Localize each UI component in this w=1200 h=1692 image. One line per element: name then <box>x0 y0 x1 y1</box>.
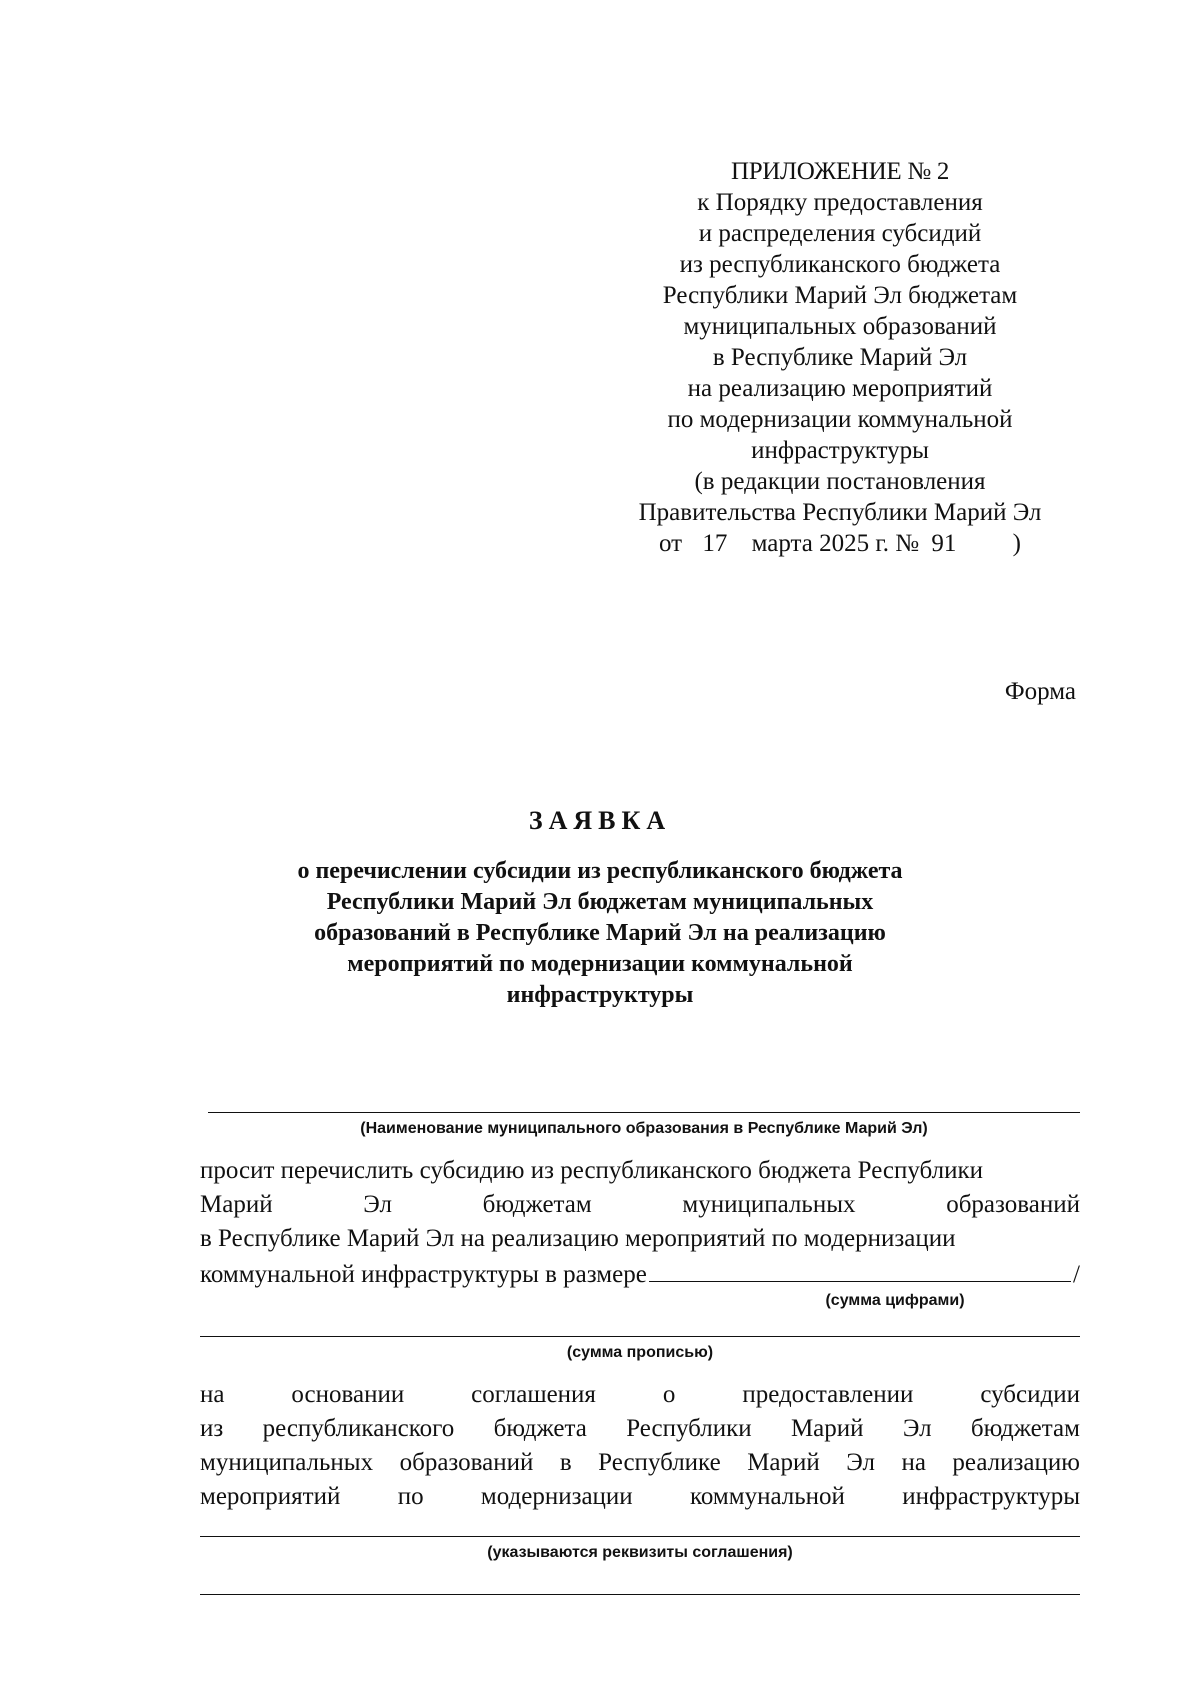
basis-line <box>200 1378 1080 1412</box>
word: на <box>901 1449 926 1476</box>
basis-line <box>200 1480 1080 1514</box>
agreement-details-field-2[interactable] <box>200 1594 1080 1595</box>
request-paragraph <box>200 1154 1080 1292</box>
word: Республики <box>626 1415 752 1442</box>
date-close-paren: ) <box>1012 530 1021 557</box>
sum-words-caption: (сумма прописью) <box>566 1344 714 1361</box>
word: о <box>662 1381 676 1408</box>
request-line: коммунальной инфраструктуры в размере <box>200 1261 647 1288</box>
agreement-details-field[interactable] <box>200 1536 1080 1537</box>
agreement-caption: (указываются реквизиты соглашения) <box>487 1544 793 1561</box>
word: соглашения <box>471 1381 596 1408</box>
appendix-line: инфраструктуры <box>751 437 929 464</box>
appendix-line: (в редакции постановления <box>694 468 986 495</box>
word: Республике <box>598 1449 721 1476</box>
word: бюджета <box>493 1415 587 1442</box>
word: образований <box>946 1191 1080 1218</box>
word: муниципальных <box>200 1449 374 1476</box>
word: предоставлении <box>742 1381 914 1408</box>
appendix-line: Республики Марий Эл бюджетам <box>662 282 1018 309</box>
appendix-line: по модернизации коммунальной <box>667 406 1013 433</box>
appendix-line: муниципальных образований <box>683 313 997 340</box>
word: Эл <box>846 1449 875 1476</box>
request-amount-line <box>200 1256 1080 1292</box>
municipality-caption: (Наименование муниципального образования в Республике Марий Эл) <box>360 1120 928 1137</box>
word: по <box>397 1483 424 1510</box>
date-month-year: марта 2025 г. № <box>751 530 920 557</box>
word: реализацию <box>952 1449 1080 1476</box>
appendix-line: Правительства Республики Марий Эл <box>638 499 1042 526</box>
basis-line <box>200 1412 1080 1446</box>
subtitle-line: инфраструктуры <box>506 982 694 1008</box>
word: образований <box>399 1449 534 1476</box>
municipality-name-field[interactable] <box>208 1112 1080 1113</box>
word: бюджетам <box>970 1415 1080 1442</box>
word: Марий <box>790 1415 864 1442</box>
appendix-heading: ПРИЛОЖЕНИЕ № 2 <box>730 158 950 185</box>
word: из <box>200 1415 224 1442</box>
sum-words-field[interactable] <box>200 1336 1080 1337</box>
document-title: ЗАЯВКА <box>528 806 672 835</box>
word: мероприятий <box>200 1483 341 1510</box>
appendix-line: и распределения субсидий <box>698 220 982 247</box>
word: Марий <box>200 1191 273 1218</box>
request-line-justified <box>200 1188 1080 1222</box>
request-line: в Республике Марий Эл на реализацию мероприятий по модернизации <box>200 1225 956 1252</box>
appendix-line: в Республике Марий Эл <box>712 344 968 371</box>
appendix-header <box>600 156 1080 559</box>
word: основании <box>291 1381 405 1408</box>
word: республиканского <box>262 1415 455 1442</box>
sum-digits-field[interactable] <box>649 1256 1071 1282</box>
request-line: просит перечислить субсидию из республиканского бюджета Республики <box>200 1157 984 1184</box>
word: субсидии <box>980 1381 1080 1408</box>
date-prefix: от <box>659 530 683 557</box>
appendix-line: на реализацию мероприятий <box>687 375 993 402</box>
resolution-number: 91 <box>931 530 957 557</box>
sum-digits-caption: (сумма цифрами) <box>825 1292 965 1309</box>
word: на <box>200 1381 225 1408</box>
word: коммунальной <box>690 1483 845 1510</box>
appendix-line: из республиканского бюджета <box>679 251 1001 278</box>
subtitle-line: образований в Республике Марий Эл на реализацию <box>314 920 886 946</box>
word: бюджетам <box>482 1191 592 1218</box>
word: в <box>559 1449 572 1476</box>
subtitle-line: мероприятий по модернизации коммунальной <box>347 951 853 977</box>
word: Эл <box>363 1191 392 1218</box>
date-day: 17 <box>702 530 728 557</box>
word: инфраструктуры <box>902 1483 1080 1510</box>
word: Эл <box>902 1415 932 1442</box>
subtitle-line: о перечислении субсидии из республиканского бюджета <box>297 858 903 884</box>
resolution-date-line <box>600 528 1080 559</box>
basis-paragraph <box>200 1378 1080 1514</box>
word: модернизации <box>480 1483 633 1510</box>
basis-line <box>200 1446 1080 1480</box>
word: муниципальных <box>682 1191 856 1218</box>
appendix-line: к Порядку предоставления <box>697 189 983 216</box>
word: Марий <box>747 1449 820 1476</box>
document-subtitle <box>180 856 1020 1011</box>
subtitle-line: Республики Марий Эл бюджетам муниципальных <box>326 889 874 915</box>
form-label: Форма <box>1004 678 1076 705</box>
amount-slash: / <box>1073 1261 1080 1288</box>
